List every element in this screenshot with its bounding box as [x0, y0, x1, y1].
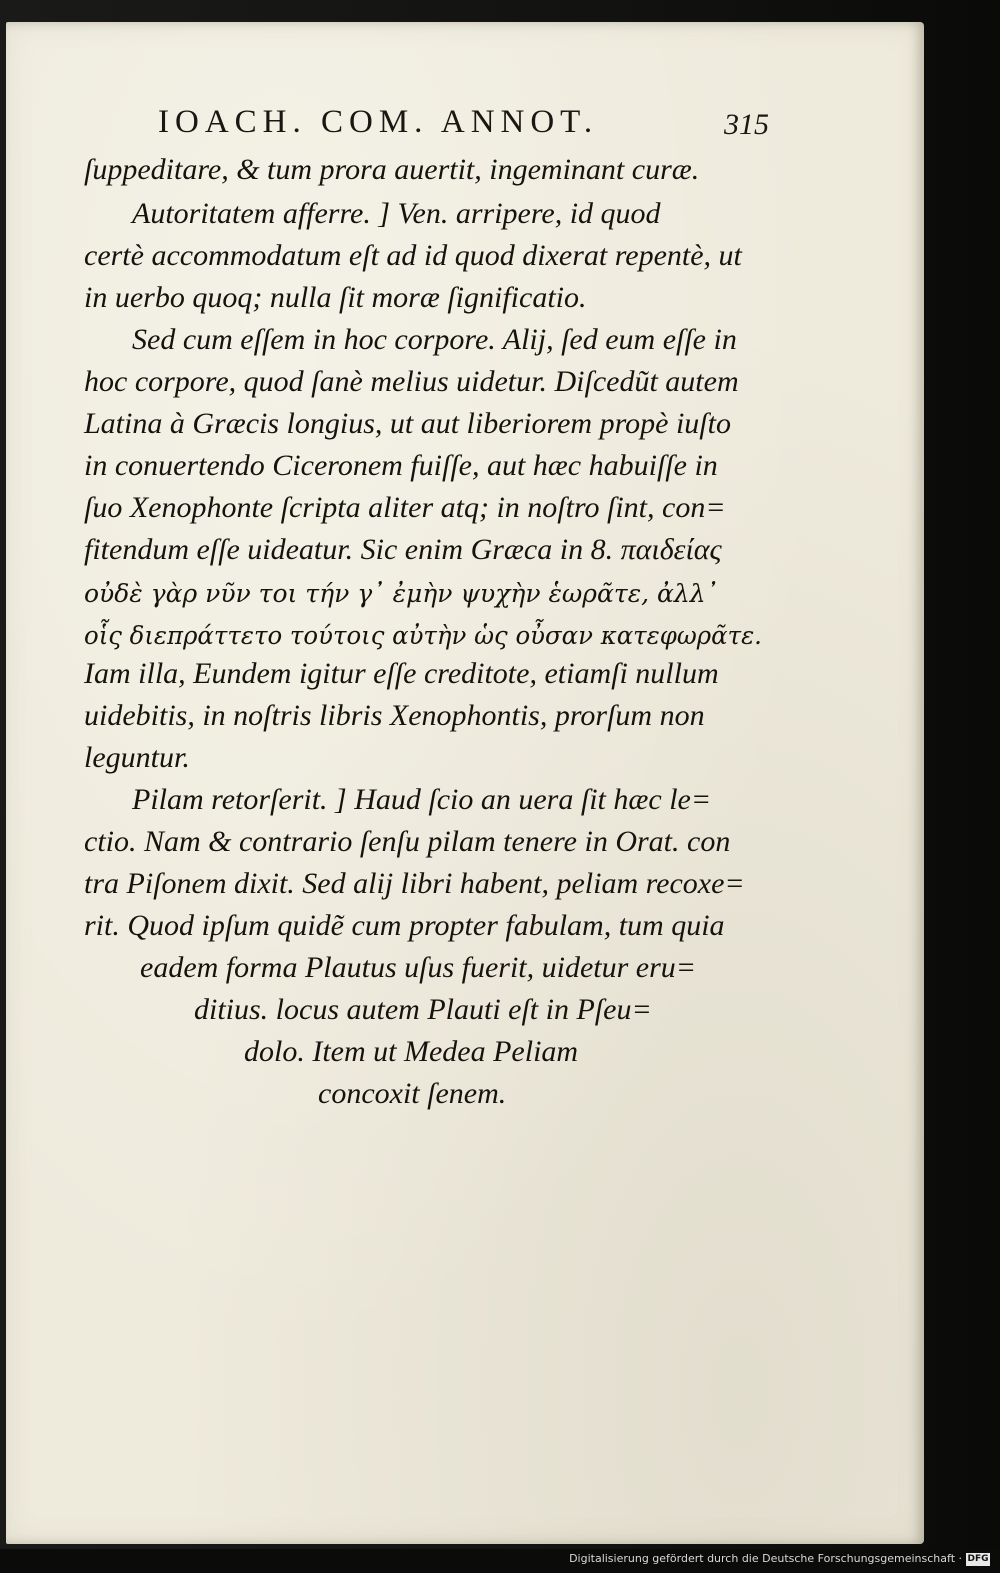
running-head: IOACH. COM. ANNOT.	[158, 104, 599, 140]
text-line: concoxit ſenem.	[318, 1077, 507, 1110]
text-line: leguntur.	[84, 741, 190, 774]
text-line: Pilam retorſerit. ] Haud ſcio an uera ſit hæc le=	[132, 783, 712, 816]
funding-credit: Digitalisierung gefördert durch die Deutsche Forschungsgemeinschaft ·	[569, 1552, 962, 1565]
text-line: dolo. Item ut Medea Peliam	[244, 1035, 579, 1068]
dfg-logo: DFG	[967, 1554, 989, 1564]
text-line: ctio. Nam & contrario ſenſu pilam tenere in Orat. con	[84, 825, 731, 858]
greek-text-line: οἷς διεπράττετο τούτοις αὐτὴν ὡς οὖσαν κατεφωρᾶτε.	[84, 621, 762, 650]
text-line: in uerbo quoq; nulla ſit moræ ſignificatio.	[84, 281, 587, 314]
text-line: uidebitis, in noſtris libris Xenophontis, prorſum non	[84, 699, 705, 732]
text-line: in conuertendo Ciceronem fuiſſe, aut hæc habuiſſe in	[84, 449, 718, 482]
text-line: eadem forma Plautus uſus fuerit, uidetur eru=	[140, 951, 697, 984]
text-line: certè accommodatum eſt ad id quod dixerat repentè, ut	[84, 239, 742, 272]
page-number: 315	[724, 108, 769, 141]
text-line: Autoritatem afferre. ] Ven. arripere, id quod	[132, 197, 661, 230]
greek-text-line: οὐδὲ γὰρ νῦν τοι τήν γ᾽ ἐμὴν ψυχὴν ἑωρᾶτε, ἀλλ᾽	[84, 579, 719, 608]
text-line: Sed cum eſſem in hoc corpore. Alij, ſed eum eſſe in	[132, 323, 737, 356]
text-line: tra Piſonem dixit. Sed alij libri habent, peliam recoxe=	[84, 867, 745, 900]
text-line: ſuo Xenophonte ſcripta aliter atq; in noſtro ſint, con=	[84, 491, 726, 524]
text-line: ſuppeditare, & tum prora auertit, ingeminant curæ.	[84, 153, 700, 186]
text-line: fitendum eſſe uideatur. Sic enim Græca in 8. παιδείας	[84, 533, 722, 566]
text-line: ditius. locus autem Plauti eſt in Pſeu=	[194, 993, 652, 1026]
text-line: Iam illa, Eundem igitur eſſe creditote, etiamſi nullum	[84, 657, 719, 690]
text-line: Latina à Græcis longius, ut aut liberiorem propè iuſto	[84, 407, 731, 440]
text-line: hoc corpore, quod ſanè melius uidetur. Diſcedũt autem	[84, 365, 739, 398]
text-line: rit. Quod ipſum quidẽ cum propter fabulam, tum quia	[84, 909, 725, 942]
